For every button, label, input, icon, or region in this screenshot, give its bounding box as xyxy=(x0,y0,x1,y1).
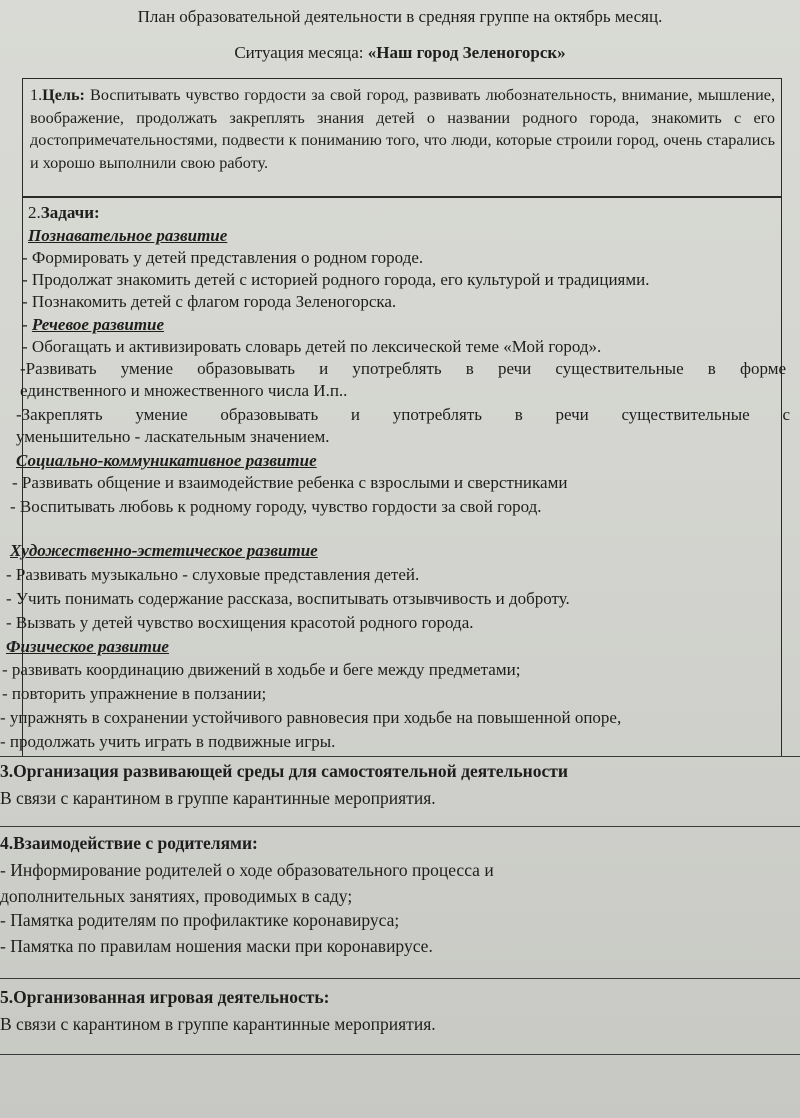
speech-item: уменьшительно - ласкательным значением. xyxy=(16,427,330,446)
art-item: - Вызвать у детей чувство восхищения красотой родного города. xyxy=(6,613,474,632)
speech-heading-line xyxy=(22,314,164,336)
goal-label: Цель: xyxy=(42,86,85,104)
section4-item: - Информирование родителей о ходе образовательного процесса и xyxy=(0,860,494,880)
goal-paragraph xyxy=(30,84,775,174)
page-subtitle xyxy=(0,42,800,64)
goal-text: Воспитывать чувство гордости за свой город, развивать любознательность, внимание, мышление, воображение, продолжать закреплять знания детей о названии родного города, знакомить с его достопримечательностями, подвести к пониманию того, что люди, которые строили город, очень старались и хорошо выполнили свою работу. xyxy=(30,86,775,172)
section5-text: В связи с карантином в группе карантинные мероприятия. xyxy=(0,1014,436,1034)
cognitive-item: - Познакомить детей с флагом города Зеленогорска. xyxy=(22,292,397,311)
situation-name: «Наш город Зеленогорск» xyxy=(367,43,566,62)
cognitive-heading: Познавательное развитие xyxy=(28,226,228,245)
page-title: План образовательной деятельности в средняя группе на октябрь месяц. xyxy=(137,7,663,26)
art-heading: Художественно-эстетическое развитие xyxy=(10,541,318,560)
tasks-title xyxy=(28,202,100,224)
physical-heading: Физическое развитие xyxy=(6,637,169,656)
art-item: - Учить понимать содержание рассказа, воспитывать отзывчивость и доброту. xyxy=(6,589,570,608)
divider xyxy=(0,826,800,827)
social-item: - Развивать общение и взаимодействие ребенка с взрослыми и сверстниками xyxy=(12,473,568,492)
tasks-title-number: 2. xyxy=(28,203,41,222)
situation-label: Ситуация месяца: xyxy=(234,43,368,62)
art-item: - Развивать музыкально - слуховые представления детей. xyxy=(6,565,420,584)
section5-title: 5.Организованная игровая деятельность: xyxy=(0,987,330,1007)
physical-item: - развивать координацию движений в ходьбе и беге между предметами; xyxy=(2,660,521,679)
physical-item: - продолжать учить играть в подвижные игры. xyxy=(0,732,336,751)
speech-heading: Речевое развитие xyxy=(31,315,165,334)
section3-text: В связи с карантином в группе карантинные мероприятия. xyxy=(0,788,436,808)
speech-item: единственного и множественного числа И.п.. xyxy=(20,381,348,400)
divider xyxy=(0,1054,800,1055)
social-heading: Социально-коммуникативное развитие xyxy=(16,451,317,470)
section3-title: 3.Организация развивающей среды для самостоятельной деятельности xyxy=(0,761,568,781)
speech-prefix: - xyxy=(22,315,32,334)
section4-title: 4.Взаимодействие с родителями: xyxy=(0,833,258,853)
cognitive-item: - Продолжат знакомить детей с историей родного города, его культурой и традициями. xyxy=(22,270,650,289)
section4-item: - Памятка родителям по профилактике коронавируса; xyxy=(0,910,400,930)
physical-item: - повторить упражнение в ползании; xyxy=(2,684,267,703)
speech-item: - Обогащать и активизировать словарь детей по лексической теме «Мой город». xyxy=(22,337,602,356)
section4-item: - Памятка по правилам ношения маски при коронавирусе. xyxy=(0,936,433,956)
social-item: - Воспитывать любовь к родному городу, чувство гордости за свой город. xyxy=(10,497,542,516)
divider xyxy=(0,756,800,757)
section4-item: дополнительных занятиях, проводимых в саду; xyxy=(0,886,353,906)
tasks-title-label: Задачи: xyxy=(40,203,100,222)
cognitive-item: - Формировать у детей представления о родном городе. xyxy=(22,248,424,267)
speech-item: -Закреплять умение образовывать и употреблять в речи существительные с xyxy=(16,405,790,424)
divider xyxy=(0,978,800,979)
speech-item: -Развивать умение образовывать и употреблять в речи существительные в форме xyxy=(20,359,786,378)
physical-item: - упражнять в сохранении устойчивого равновесия при ходьбе на повышенной опоре, xyxy=(0,708,622,727)
goal-number: 1. xyxy=(30,86,43,104)
